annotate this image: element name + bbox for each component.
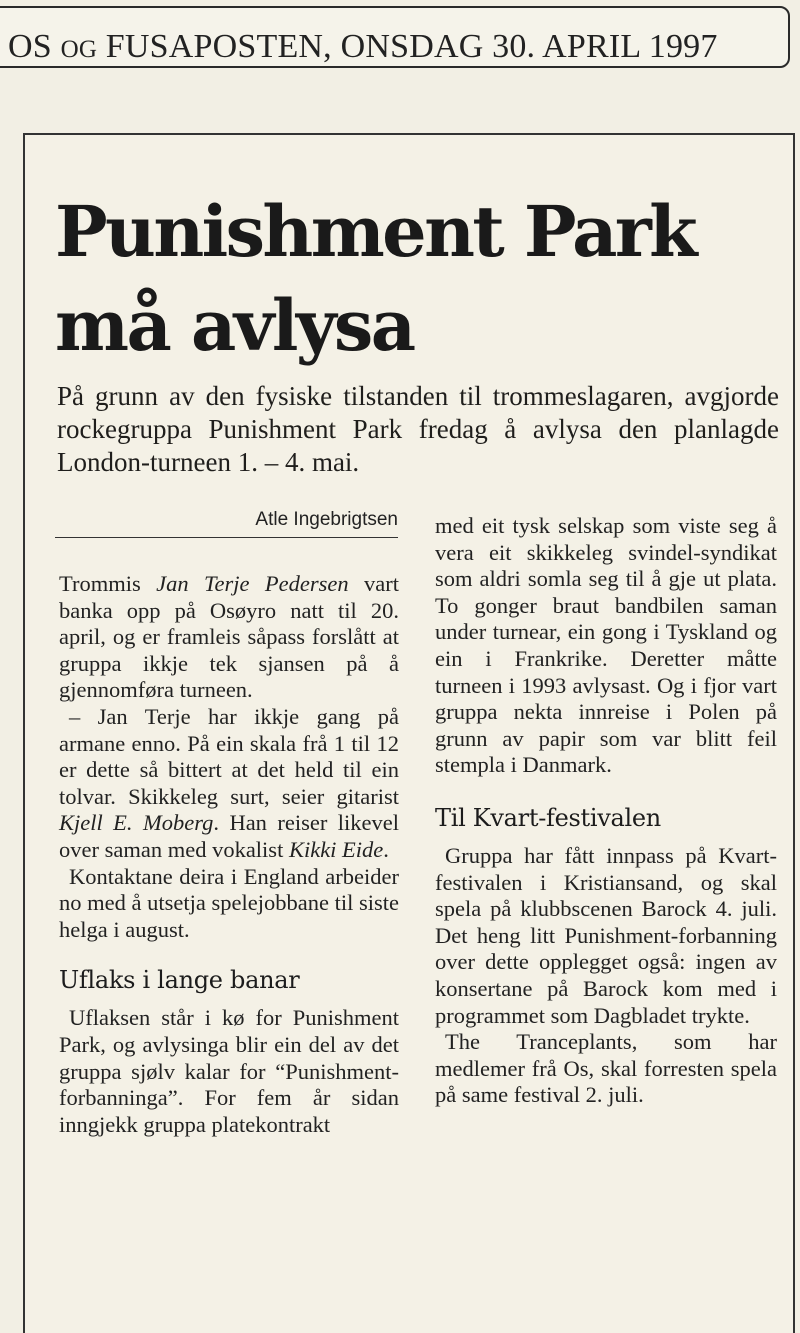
paragraph: The Tranceplants, som har medlemer frå Os, skal forresten spela på same festival 2. juli.: [435, 1029, 777, 1108]
subheading: Uflaks i lange banar: [59, 966, 300, 995]
paragraph: med eit tysk selskap som viste seg å vera eit skikkeleg svindel-syndikat som aldri somla seg til å gje ut plata. To gonger braut bandbilen saman under turnear, ein gong i Tyskland og ein i Frankrike. Deretter måtte turneen i 1993 avlysast. Og i fjor vart gruppa nekta innreise i Polen på grunn av papir som var blitt feil stempla i Danmark.: [435, 513, 777, 778]
paragraph: – Jan Terje har ikkje gang på armane enno. På ein skala frå 1 til 12 er dette så bittert at det held til ein tolvar. Skikkeleg surt, seier gitarist Kjell E. Moberg. Han reiser likevel over saman med vokalist Kikki Eide.: [59, 703, 399, 862]
article-box: [23, 133, 795, 1333]
masthead-title: OS OG FUSAPOSTEN, ONSDAG 30. APRIL 1997: [8, 28, 718, 65]
paragraph: Uflaksen står i kø for Punishment Park, og avlysinga blir ein del av det gruppa sjølv kalar for “Punishment-forbanninga”. For fem år sidan inngjekk gruppa platekontrakt: [59, 1005, 399, 1137]
paragraph: Gruppa har fått innpass på Kvart-festivalen i Kristiansand, og skal spela på klubbscenen Barock 4. juli. Det heng litt Punishment-forbanning over dette opplegget også: ingen av konsertane på Barock kom med i programmet som Dagbladet trykte.: [435, 842, 777, 1028]
headline: Punishment Park må avlysa: [55, 190, 696, 367]
column-left: [59, 571, 399, 1138]
column-right: [435, 513, 777, 1109]
subheading: Til Kvart-festivalen: [435, 803, 661, 832]
paragraph: Trommis Jan Terje Pedersen vart banka opp på Osøyro natt til 20. april, og er framleis såpass forslått at gruppa ikkje tek sjansen på å gjennomføra turneen.: [59, 571, 399, 703]
paragraph: Kontaktane deira i England arbeider no med å utsetja spelejobbane til siste helga i august.: [59, 863, 399, 942]
masthead: [0, 6, 790, 68]
lead-paragraph: På grunn av den fysiske tilstanden til trommeslagaren, avgjorde rockegruppa Punishment Park fredag å avlysa den planlagde London-turneen 1. – 4. mai.: [57, 381, 779, 477]
byline: Atle Ingebrigtsen: [55, 509, 398, 538]
